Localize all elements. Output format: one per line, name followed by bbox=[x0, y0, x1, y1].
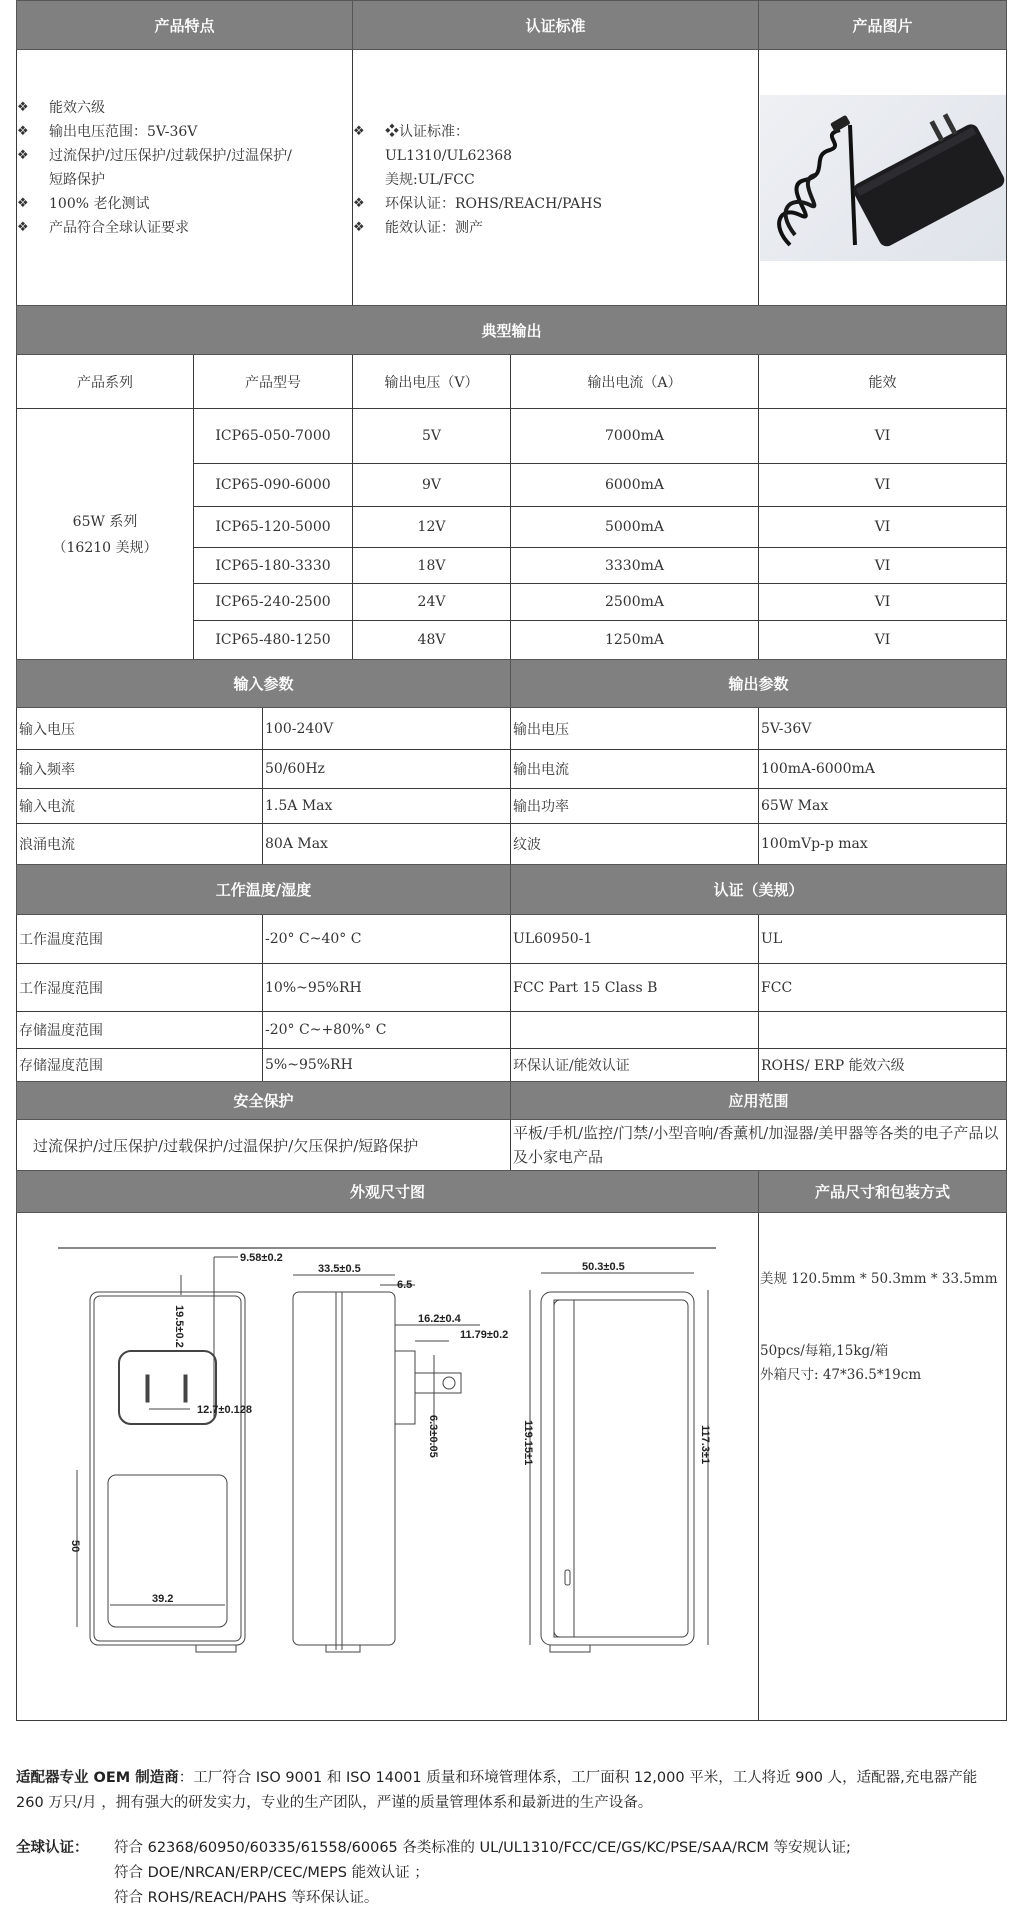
param-value: 100mA-6000mA bbox=[759, 750, 1007, 789]
cert-mark: UL bbox=[759, 915, 1007, 964]
cert-mark: FCC bbox=[759, 964, 1007, 1012]
voltage-cell: 18V bbox=[353, 548, 511, 584]
param-label: 输出功率 bbox=[511, 789, 759, 824]
params-table bbox=[16, 659, 1007, 865]
efficiency-cell: VI bbox=[759, 584, 1007, 621]
power-adapter-image bbox=[760, 95, 1006, 261]
certification-list bbox=[353, 120, 758, 240]
efficiency-cell: VI bbox=[759, 464, 1007, 507]
four-diamond-bullet-icon: ❖ bbox=[17, 123, 29, 139]
us-cert-title: 认证（美规） bbox=[511, 865, 1007, 915]
table-row bbox=[17, 708, 1007, 750]
table-row bbox=[17, 409, 1007, 464]
param-value: 80A Max bbox=[263, 824, 511, 865]
list-item bbox=[353, 144, 758, 168]
current-cell: 6000mA bbox=[511, 464, 759, 507]
column-header: 输出电压（V） bbox=[353, 355, 511, 409]
typical-output-table bbox=[16, 305, 1007, 660]
env-value: 5%~95%RH bbox=[263, 1049, 511, 1082]
oem-text: ：工厂符合 ISO 9001 和 ISO 14001 质量和环境管理体系，工厂面积 12,000 平米，工人将近 900 人，适配器,充电器产能 260 万只/月 ，拥有强大的研发实力，专业的生产团队，严谨的质量管理体系和最新进的生产设备。 bbox=[16, 1770, 978, 1811]
dim-label: 117.3±1 bbox=[699, 1425, 711, 1465]
column-header: 输出电流（A） bbox=[511, 355, 759, 409]
param-value: 50/60Hz bbox=[263, 750, 511, 789]
cert-text: 美规:UL/FCC bbox=[385, 171, 475, 188]
env-label: 工作温度范围 bbox=[17, 915, 263, 964]
list-item bbox=[17, 96, 352, 120]
cert-standard: 环保认证/能效认证 bbox=[511, 1049, 759, 1082]
table-row bbox=[17, 750, 1007, 789]
table-row bbox=[17, 789, 1007, 824]
list-item bbox=[17, 168, 352, 192]
param-value: 5V-36V bbox=[759, 708, 1007, 750]
side-view bbox=[293, 1275, 480, 1652]
dim-label: 50.3±0.5 bbox=[582, 1261, 625, 1273]
feature-text: 短路保护 bbox=[49, 171, 105, 188]
table-row bbox=[17, 1049, 1007, 1082]
dim-label: 39.2 bbox=[152, 1593, 174, 1605]
env-value: 10%~95%RH bbox=[263, 964, 511, 1012]
column-header: 产品型号 bbox=[194, 355, 353, 409]
environment-table bbox=[16, 864, 1007, 1082]
cert-line: 符合 62368/60950/60335/61558/60065 各类标准的 UL/UL1310/FCC/CE/GS/KC/PSE/SAA/RCM 等安规认证; bbox=[114, 1840, 851, 1856]
model-cell: ICP65-180-3330 bbox=[194, 548, 353, 584]
oem-label: 适配器专业 OEM 制造商 bbox=[16, 1770, 179, 1786]
series-cell bbox=[17, 409, 194, 660]
dim-label: 33.5±0.5 bbox=[318, 1263, 361, 1275]
global-cert-label: 全球认证： bbox=[16, 1840, 89, 1856]
current-cell: 1250mA bbox=[511, 621, 759, 660]
table-row bbox=[17, 1012, 1007, 1049]
env-label: 存储温度范围 bbox=[17, 1012, 263, 1049]
feature-text: 过流保护/过压保护/过载保护/过温保护/ bbox=[49, 147, 292, 164]
features-table bbox=[16, 0, 1007, 306]
param-value: 100mVp-p max bbox=[759, 824, 1007, 865]
param-label: 输入频率 bbox=[17, 750, 263, 789]
env-title: 工作温度/湿度 bbox=[17, 865, 511, 915]
list-item bbox=[17, 120, 352, 144]
cert-text: 环保认证：ROHS/REACH/PAHS bbox=[385, 195, 603, 212]
dim-label: 16.2±0.4 bbox=[418, 1313, 461, 1325]
list-item bbox=[17, 144, 352, 168]
input-params-title: 输入参数 bbox=[17, 660, 511, 708]
dim-label: 119.15±1 bbox=[522, 1420, 534, 1466]
env-value: -20° C~+80%° C bbox=[263, 1012, 511, 1049]
series-subname: （16210 美规） bbox=[52, 540, 158, 556]
efficiency-cell: VI bbox=[759, 548, 1007, 584]
application-title: 应用范围 bbox=[511, 1082, 1007, 1120]
four-diamond-bullet-icon: ❖ bbox=[353, 123, 365, 139]
list-item bbox=[353, 192, 758, 216]
dim-label: 6.5 bbox=[397, 1279, 413, 1291]
current-cell: 7000mA bbox=[511, 409, 759, 464]
voltage-cell: 24V bbox=[353, 584, 511, 621]
dimensions-table bbox=[16, 1170, 1007, 1721]
list-item bbox=[17, 216, 352, 240]
feature-text: 100% 老化测试 bbox=[49, 195, 150, 212]
cert-text: UL1310/UL62368 bbox=[385, 147, 513, 164]
four-diamond-bullet-icon: ❖ bbox=[17, 195, 29, 211]
series-name: 65W 系列 bbox=[72, 514, 138, 530]
param-label: 输入电压 bbox=[17, 708, 263, 750]
param-label: 输入电流 bbox=[17, 789, 263, 824]
cert-standard: FCC Part 15 Class B bbox=[511, 964, 759, 1012]
four-diamond-bullet-icon: ❖ bbox=[353, 219, 365, 235]
protection-text: 过流保护/过压保护/过载保护/过温保护/欠压保护/短路保护 bbox=[17, 1120, 511, 1171]
packing-info: 50pcs/每箱,15kg/箱 bbox=[760, 1343, 889, 1359]
header-certification: 认证标准 bbox=[353, 1, 759, 50]
dimension-drawing-cell bbox=[17, 1213, 759, 1721]
model-cell: ICP65-050-7000 bbox=[194, 409, 353, 464]
current-cell: 2500mA bbox=[511, 584, 759, 621]
model-cell: ICP65-240-2500 bbox=[194, 584, 353, 621]
feature-text: 产品符合全球认证要求 bbox=[49, 219, 189, 236]
end-view bbox=[530, 1273, 708, 1652]
column-header: 产品系列 bbox=[17, 355, 194, 409]
typical-output-title: 典型输出 bbox=[17, 306, 1007, 355]
header-product-image: 产品图片 bbox=[759, 1, 1007, 50]
param-value: 100-240V bbox=[263, 708, 511, 750]
param-label: 浪涌电流 bbox=[17, 824, 263, 865]
features-cell bbox=[17, 50, 353, 306]
feature-text: 输出电压范围：5V-36V bbox=[49, 123, 198, 140]
env-label: 存储湿度范围 bbox=[17, 1049, 263, 1082]
table-row bbox=[17, 824, 1007, 865]
dim-label: 12.7±0.128 bbox=[197, 1404, 252, 1416]
feature-text: 能效六级 bbox=[49, 99, 105, 116]
efficiency-cell: VI bbox=[759, 621, 1007, 660]
cert-text: ❖认证标准： bbox=[385, 123, 469, 140]
param-value: 1.5A Max bbox=[263, 789, 511, 824]
dim-label: 19.5±0.2 bbox=[173, 1305, 185, 1348]
model-cell: ICP65-480-1250 bbox=[194, 621, 353, 660]
safety-title: 安全保护 bbox=[17, 1082, 511, 1120]
list-item bbox=[17, 192, 352, 216]
four-diamond-bullet-icon: ❖ bbox=[17, 147, 29, 163]
param-label: 输出电流 bbox=[511, 750, 759, 789]
dim-label: 11.79±0.2 bbox=[460, 1329, 509, 1341]
application-text: 平板/手机/监控/门禁/小型音响/香薰机/加湿器/美甲器等各类的电子产品以及小家电产品 bbox=[511, 1120, 1007, 1171]
list-item bbox=[353, 216, 758, 240]
param-label: 输出电压 bbox=[511, 708, 759, 750]
param-label: 纹波 bbox=[511, 824, 759, 865]
four-diamond-bullet-icon: ❖ bbox=[353, 195, 365, 211]
size-packing-title: 产品尺寸和包装方式 bbox=[759, 1171, 1007, 1213]
list-item bbox=[353, 120, 758, 144]
param-value: 65W Max bbox=[759, 789, 1007, 824]
cert-line: 符合 DOE/NRCAN/ERP/CEC/MEPS 能效认证 ； bbox=[114, 1865, 429, 1881]
dimension-drawing bbox=[17, 1213, 757, 1716]
current-cell: 5000mA bbox=[511, 507, 759, 548]
voltage-cell: 12V bbox=[353, 507, 511, 548]
header-features: 产品特点 bbox=[17, 1, 353, 50]
model-cell: ICP65-090-6000 bbox=[194, 464, 353, 507]
safety-table bbox=[16, 1081, 1007, 1171]
cert-mark: ROHS/ ERP 能效六级 bbox=[759, 1049, 1007, 1082]
cert-standard bbox=[511, 1012, 759, 1049]
model-cell: ICP65-120-5000 bbox=[194, 507, 353, 548]
efficiency-cell: VI bbox=[759, 507, 1007, 548]
list-item bbox=[353, 168, 758, 192]
voltage-cell: 9V bbox=[353, 464, 511, 507]
certification-cell bbox=[353, 50, 759, 306]
output-params-title: 输出参数 bbox=[511, 660, 1007, 708]
efficiency-cell: VI bbox=[759, 409, 1007, 464]
table-row bbox=[17, 915, 1007, 964]
features-list bbox=[17, 96, 352, 240]
oem-paragraph bbox=[16, 1766, 1006, 1816]
cert-mark bbox=[759, 1012, 1007, 1049]
current-cell: 3330mA bbox=[511, 548, 759, 584]
cert-text: 能效认证：测产 bbox=[385, 219, 483, 236]
cert-line: 符合 ROHS/REACH/PAHS 等环保认证。 bbox=[114, 1890, 379, 1906]
column-header: 能效 bbox=[759, 355, 1007, 409]
product-photo bbox=[760, 95, 1006, 261]
global-cert-paragraph bbox=[16, 1836, 1006, 1911]
size-packing-cell bbox=[759, 1213, 1007, 1721]
voltage-cell: 5V bbox=[353, 409, 511, 464]
product-size: 美规 120.5mm * 50.3mm * 33.5mm bbox=[760, 1271, 998, 1287]
dim-label: 9.58±0.2 bbox=[240, 1252, 283, 1264]
carton-size: 外箱尺寸: 47*36.5*19cm bbox=[760, 1367, 922, 1383]
dimension-drawing-title: 外观尺寸图 bbox=[17, 1171, 759, 1213]
four-diamond-bullet-icon: ❖ bbox=[17, 219, 29, 235]
table-row bbox=[17, 964, 1007, 1012]
voltage-cell: 48V bbox=[353, 621, 511, 660]
env-value: -20° C~40° C bbox=[263, 915, 511, 964]
four-diamond-bullet-icon: ❖ bbox=[17, 99, 29, 115]
product-image-cell bbox=[759, 50, 1007, 306]
dim-label: 6.3±0.05 bbox=[427, 1415, 439, 1458]
env-label: 工作湿度范围 bbox=[17, 964, 263, 1012]
cert-standard: UL60950-1 bbox=[511, 915, 759, 964]
dim-label: 50 bbox=[69, 1540, 81, 1553]
